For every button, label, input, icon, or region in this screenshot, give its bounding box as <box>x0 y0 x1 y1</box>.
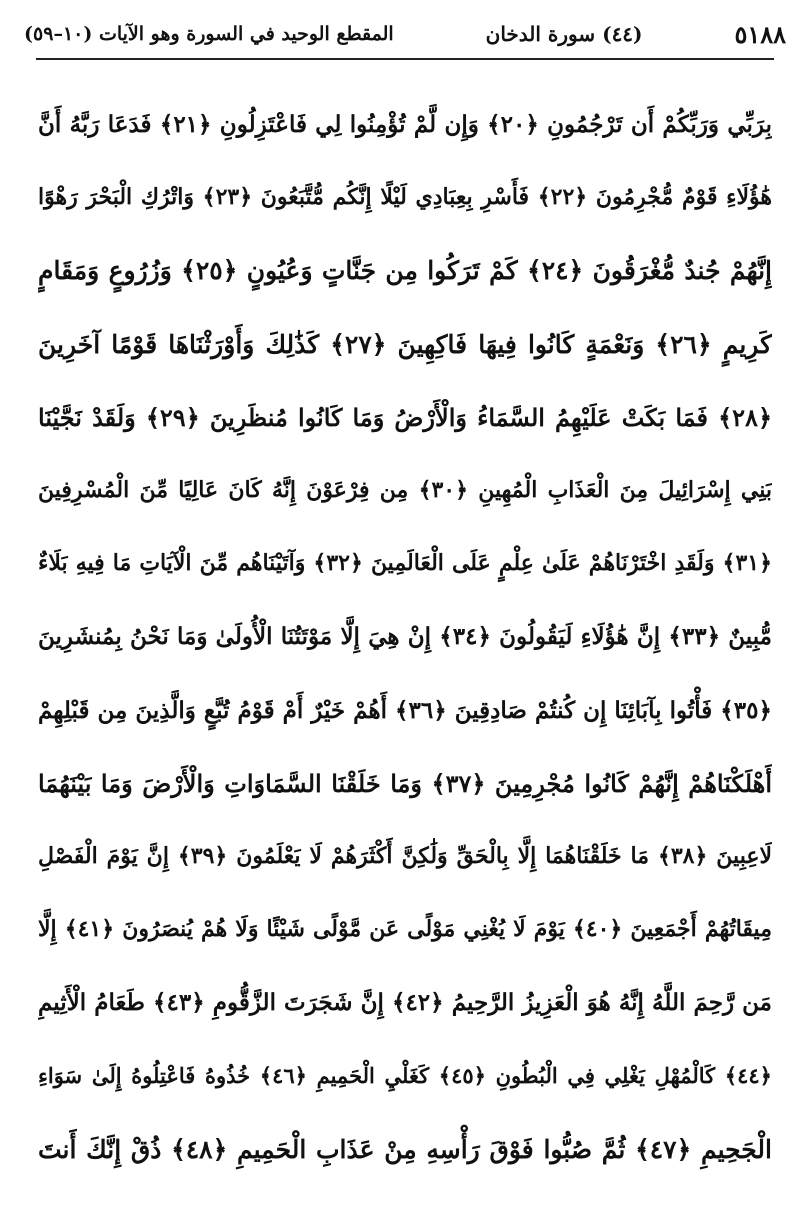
text-line: هَٰؤُلَاءِ قَوْمٌ مُّجْرِمُونَ ﴿٢٢﴾ فَأَسْرِ بِعِبَادِي لَيْلًا إِنَّكُم مُّتَّبَعُونَ ﴿٢٣﴾ وَاتْرُكِ الْبَحْرَ رَهْوًا <box>38 184 772 211</box>
header-divider <box>36 58 774 60</box>
text-line: كَرِيمٍ ﴿٢٦﴾ وَنَعْمَةٍ كَانُوا فِيهَا فَاكِهِينَ ﴿٢٧﴾ كَذَٰلِكَ وَأَوْرَثْنَاهَا قَوْمًا آخَرِينَ <box>38 329 772 359</box>
verse-text-block <box>38 88 772 1186</box>
page-number: ٥١٨٨ <box>734 19 786 49</box>
section-title: المقطع الوحيد في السورة وهو الآيات (١٠–٥٩) <box>24 23 394 45</box>
text-line: ﴿٢٨﴾ فَمَا بَكَتْ عَلَيْهِمُ السَّمَاءُ وَالْأَرْضُ وَمَا كَانُوا مُنظَرِينَ ﴿٢٩﴾ وَلَقَدْ نَجَّيْنَا <box>38 402 772 432</box>
text-line: مَن رَّحِمَ اللَّهُ إِنَّهُ هُوَ الْعَزِيزُ الرَّحِيمُ ﴿٤٢﴾ إِنَّ شَجَرَتَ الزَّقُّومِ ﴿٤٣﴾ طَعَامُ الْأَثِيمِ <box>38 989 772 1017</box>
text-line: مُّبِينٌ ﴿٣٣﴾ إِنَّ هَٰؤُلَاءِ لَيَقُولُونَ ﴿٣٤﴾ إِنْ هِيَ إِلَّا مَوْتَتُنَا الْأُولَىٰ وَمَا نَحْنُ بِمُنشَرِينَ <box>38 623 772 651</box>
text-line: بَنِي إِسْرَائِيلَ مِنَ الْعَذَابِ الْمُهِينِ ﴿٣٠﴾ مِن فِرْعَوْنَ إِنَّهُ كَانَ عَالِيًا مِّنَ الْمُسْرِفِينَ <box>38 476 772 503</box>
text-line: ﴿٤٤﴾ كَالْمُهْلِ يَغْلِي فِي الْبُطُونِ ﴿٤٥﴾ كَغَلْيِ الْحَمِيمِ ﴿٤٦﴾ خُذُوهُ فَاعْتِلُوهُ إِلَىٰ سَوَاءِ <box>38 1063 772 1089</box>
text-line: مِيقَاتُهُمْ أَجْمَعِينَ ﴿٤٠﴾ يَوْمَ لَا يُغْنِي مَوْلًى عَن مَّوْلًى شَيْئًا وَلَا هُمْ يُنصَرُونَ ﴿٤١﴾ إِلَّا <box>38 916 772 943</box>
text-line: بِرَبِّي وَرَبِّكُمْ أَن تَرْجُمُونِ ﴿٢٠﴾ وَإِن لَّمْ تُؤْمِنُوا لِي فَاعْتَزِلُونِ ﴿٢١﴾ فَدَعَا رَبَّهُ أَنَّ <box>38 111 772 138</box>
text-line: الْجَحِيمِ ﴿٤٧﴾ ثُمَّ صُبُّوا فَوْقَ رَأْسِهِ مِنْ عَذَابِ الْحَمِيمِ ﴿٤٨﴾ ذُقْ إِنَّكَ أَنتَ <box>38 1134 772 1164</box>
text-line: ﴿٣١﴾ وَلَقَدِ اخْتَرْنَاهُمْ عَلَىٰ عِلْمٍ عَلَى الْعَالَمِينَ ﴿٣٢﴾ وَآتَيْنَاهُم مِّنَ الْآيَاتِ مَا فِيهِ بَلَاءٌ <box>38 550 772 577</box>
text-line: لَاعِبِينَ ﴿٣٨﴾ مَا خَلَقْنَاهُمَا إِلَّا بِالْحَقِّ وَلَٰكِنَّ أَكْثَرَهُمْ لَا يَعْلَمُونَ ﴿٣٩﴾ إِنَّ يَوْمَ الْفَصْلِ <box>38 842 772 869</box>
surah-name: (٤٤) سورة الدخان <box>485 22 643 46</box>
text-line: أَهْلَكْنَاهُمْ إِنَّهُمْ كَانُوا مُجْرِمِينَ ﴿٣٧﴾ وَمَا خَلَقْنَا السَّمَاوَاتِ وَالْأَرْضَ وَمَا بَيْنَهُمَا <box>38 768 772 798</box>
text-line: ﴿٣٥﴾ فَأْتُوا بِآبَائِنَا إِن كُنتُمْ صَادِقِينَ ﴿٣٦﴾ أَهُمْ خَيْرٌ أَمْ قَوْمُ تُبَّعٍ وَالَّذِينَ مِن قَبْلِهِمْ <box>38 696 772 724</box>
page-header <box>24 14 786 54</box>
text-line: إِنَّهُمْ جُندٌ مُّغْرَقُونَ ﴿٢٤﴾ كَمْ تَرَكُوا مِن جَنَّاتٍ وَعُيُونٍ ﴿٢٥﴾ وَزُرُوعٍ وَمَقَامٍ <box>38 256 772 286</box>
